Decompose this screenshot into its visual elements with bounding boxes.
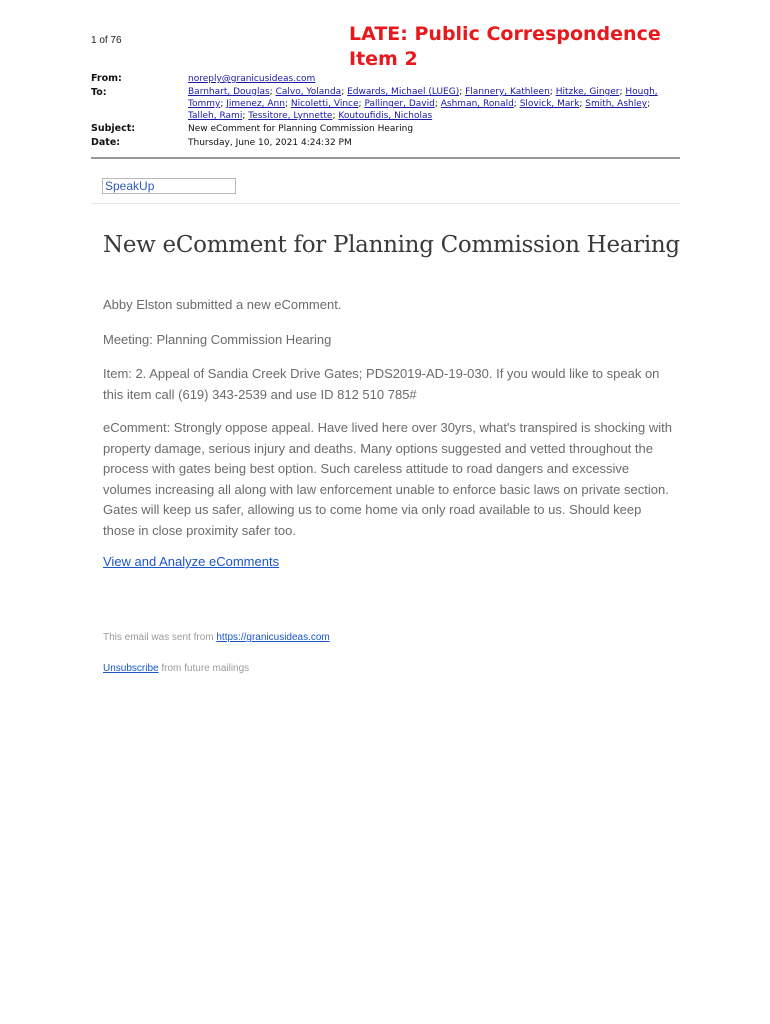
recipient-link[interactable]: Barnhart, Douglas	[188, 87, 270, 97]
recipient-separator: ;	[284, 99, 291, 109]
email-divider	[91, 203, 680, 204]
to-label: To:	[91, 87, 107, 98]
recipient-separator: ;	[459, 87, 466, 97]
recipient-separator: ;	[434, 99, 441, 109]
recipient-separator: ;	[647, 99, 651, 109]
recipient-separator: ;	[242, 111, 249, 121]
recipient-link[interactable]: Koutoufidis, Nicholas	[338, 111, 433, 121]
from-value	[188, 73, 670, 85]
footer-sent-text: This email was sent from	[103, 632, 217, 643]
subject-label: Subject:	[91, 123, 136, 134]
recipient-separator: ;	[513, 99, 520, 109]
recipient-separator: ;	[269, 87, 276, 97]
unsubscribe-link[interactable]: Unsubscribe	[103, 663, 159, 674]
recipient-link[interactable]: Nicoletti, Vince	[290, 99, 359, 109]
recipient-separator: ;	[220, 99, 227, 109]
recipient-link[interactable]: Talleh, Rami	[188, 111, 243, 121]
recipient-link[interactable]: Hough, Tommy	[188, 87, 658, 109]
date-value: Thursday, June 10, 2021 4:24:32 PM	[188, 138, 352, 148]
recipient-separator: ;	[619, 87, 626, 97]
recipient-link[interactable]: Jimenez, Ann	[226, 99, 285, 109]
ecomment-text: eComment: Strongly oppose appeal. Have lived here over 30yrs, what's transpired is shocking with property damage, serious injury and deaths. Many options suggested and vetted throughout the process with gates being best option. Such careless attitude to road dangers and excessive volumes increasing all along with law enforcement unable to enforce basic laws on private section. Gates will keep us safer, allowing us to come home via only road available to us. Should keep those in close proximity safer too.	[103, 420, 672, 538]
recipient-link[interactable]: Tessitore, Lynnette	[248, 111, 333, 121]
from-email-link[interactable]: noreply@granicusideas.com	[188, 74, 316, 84]
view-ecomments-link[interactable]: View and Analyze eComments	[103, 554, 280, 569]
footer-unsubscribe	[103, 663, 249, 674]
submitter-line: Abby Elston submitted a new eComment.	[103, 297, 342, 312]
stamp-line-1: LATE: Public Correspondence	[349, 23, 661, 45]
email-title: New eComment for Planning Commission Hearing	[103, 232, 680, 258]
footer-sent-from	[103, 632, 330, 643]
page-count: 1 of 76	[91, 35, 122, 46]
meeting-line: Meeting: Planning Commission Hearing	[103, 332, 332, 347]
subject-value: New eComment for Planning Commission Hearing	[188, 124, 414, 134]
recipient-list	[188, 86, 670, 122]
recipient-link[interactable]: Pallinger, David	[364, 99, 435, 109]
date-label: Date:	[91, 137, 121, 148]
unsubscribe-text: from future mailings	[158, 663, 250, 674]
late-correspondence-stamp	[349, 22, 661, 72]
item-line: Item: 2. Appeal of Sandia Creek Drive Gates; PDS2019-AD-19-030. If you would like to speak on this item call (619) 343-2539 and use ID 812 510 785#	[103, 366, 660, 402]
recipient-link[interactable]: Flannery, Kathleen	[465, 87, 550, 97]
recipient-link[interactable]: Edwards, Michael (LUEG)	[347, 87, 460, 97]
header-divider	[91, 157, 680, 159]
speakup-logo-box: SpeakUp	[102, 178, 236, 194]
recipient-separator: ;	[549, 87, 556, 97]
recipient-separator: ;	[332, 111, 339, 121]
recipient-separator: ;	[358, 99, 365, 109]
recipient-link[interactable]: Calvo, Yolanda	[275, 87, 342, 97]
recipient-separator: ;	[341, 87, 348, 97]
recipient-link[interactable]: Slovick, Mark	[519, 99, 580, 109]
recipient-separator: ;	[579, 99, 586, 109]
recipient-link[interactable]: Smith, Ashley	[585, 99, 648, 109]
recipient-link[interactable]: Hitzke, Ginger	[555, 87, 620, 97]
recipient-link[interactable]: Ashman, Ronald	[440, 99, 514, 109]
granicus-site-link[interactable]: https://granicusideas.com	[216, 632, 330, 643]
from-label: From:	[91, 73, 122, 84]
stamp-line-2: Item 2	[349, 48, 418, 70]
